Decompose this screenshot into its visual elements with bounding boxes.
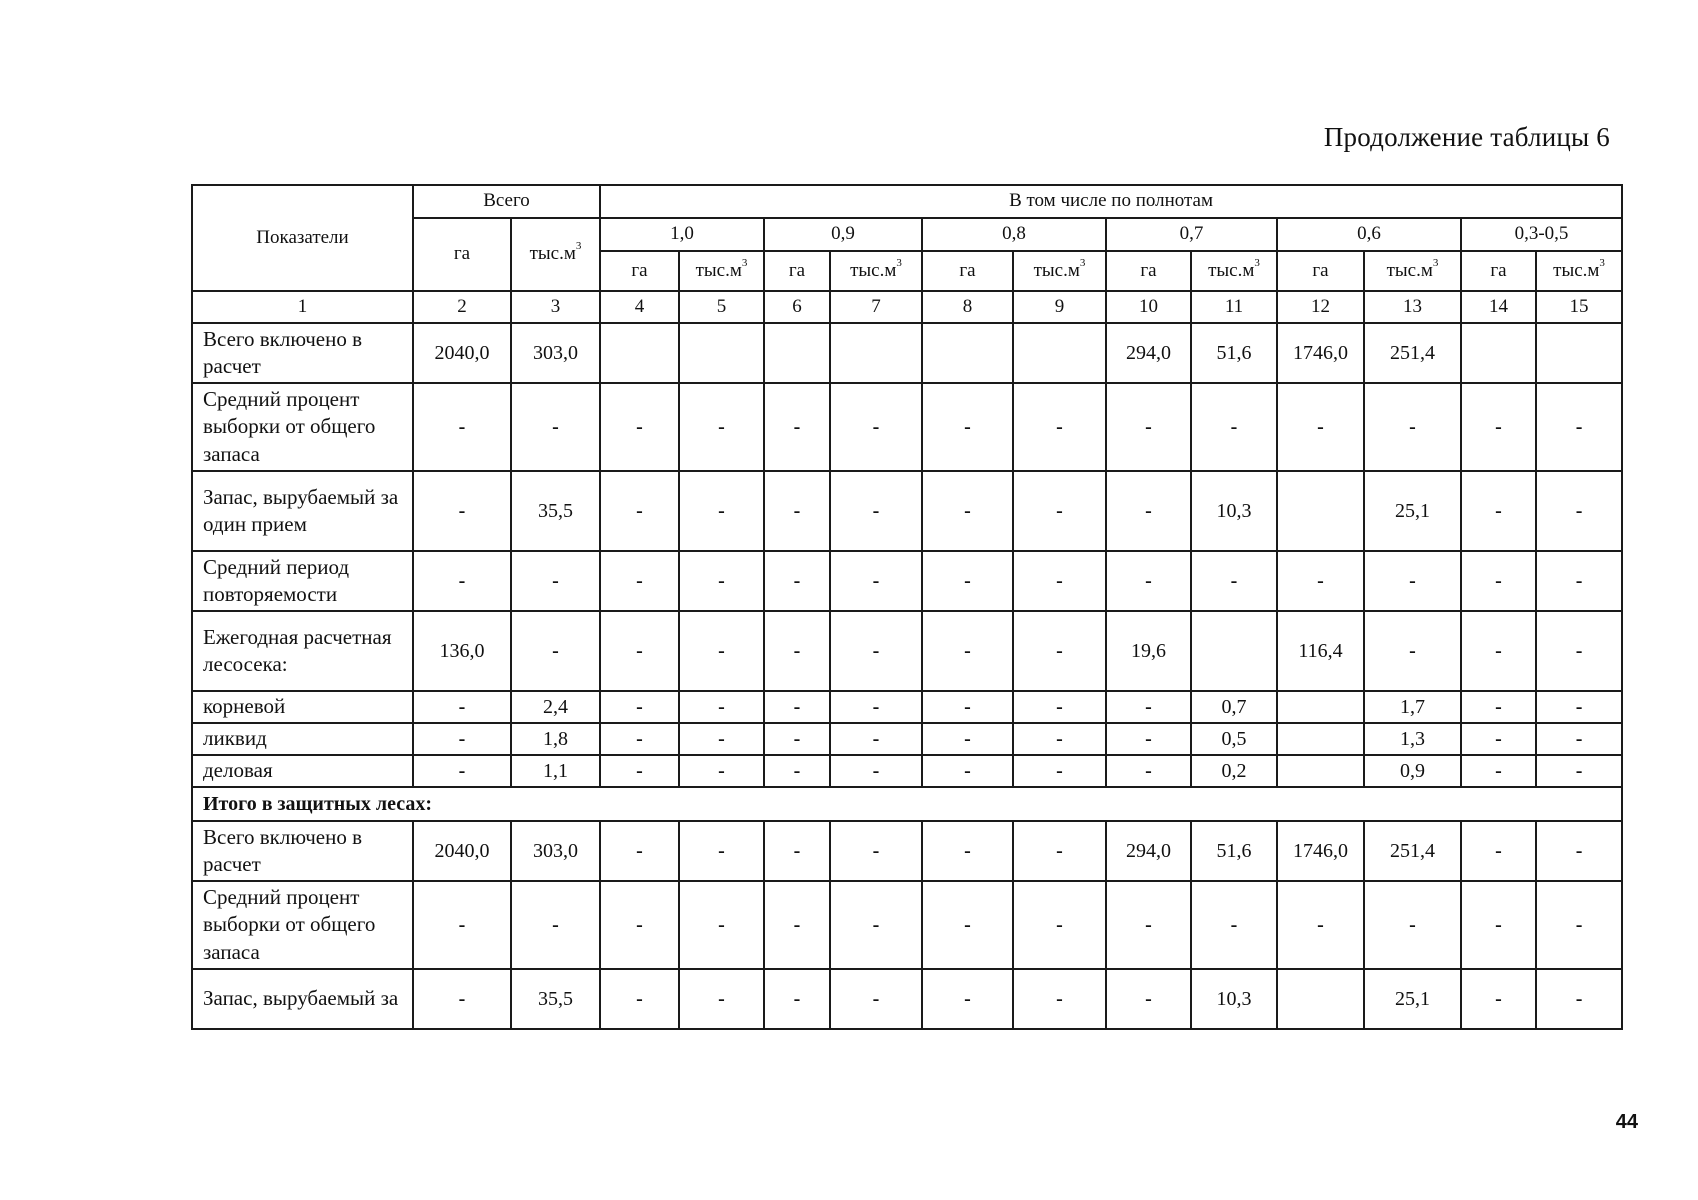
table-cell: - <box>413 691 511 723</box>
table-cell <box>600 323 679 383</box>
table-cell: - <box>1106 881 1191 969</box>
header-unit-ha: га <box>764 251 830 291</box>
table-cell: - <box>1536 821 1622 881</box>
header-unit-ha: га <box>1277 251 1364 291</box>
row-label: деловая <box>192 755 413 787</box>
table-cell: - <box>600 691 679 723</box>
table-cell: 294,0 <box>1106 821 1191 881</box>
table-cell: 1,3 <box>1364 723 1461 755</box>
table-cell: - <box>413 755 511 787</box>
row-label: Средний процент выборки от общего запаса <box>192 383 413 471</box>
table-cell: - <box>1106 551 1191 611</box>
table-cell: 0,9 <box>1364 755 1461 787</box>
table-cell: - <box>413 723 511 755</box>
table-cell <box>1191 611 1277 691</box>
table-cell: - <box>1013 551 1106 611</box>
table-cell: - <box>764 551 830 611</box>
table-cell: 51,6 <box>1191 821 1277 881</box>
table-cell: - <box>922 821 1013 881</box>
table-cell: - <box>600 383 679 471</box>
header-total-volume: $тыс.м^3$ <box>511 218 600 291</box>
table-cell: 136,0 <box>413 611 511 691</box>
table-cell <box>1277 723 1364 755</box>
table-cell: - <box>830 611 922 691</box>
table-cell: 35,5 <box>511 471 600 551</box>
table-cell: - <box>922 881 1013 969</box>
table-cell: 294,0 <box>1106 323 1191 383</box>
page-number: 44 <box>1615 1111 1638 1133</box>
table-cell: 1,7 <box>1364 691 1461 723</box>
table-row <box>192 323 1622 383</box>
header-density: 0,9 <box>764 218 922 251</box>
table-cell: - <box>1536 881 1622 969</box>
table-cell: - <box>1461 969 1536 1029</box>
table-cell: - <box>1536 723 1622 755</box>
table-cell: - <box>830 723 922 755</box>
column-number: 14 <box>1461 291 1536 323</box>
table-cell <box>830 323 922 383</box>
table-cell: 1,8 <box>511 723 600 755</box>
header-unit-ha: га <box>1106 251 1191 291</box>
table-cell: - <box>1277 383 1364 471</box>
table-cell: - <box>1013 821 1106 881</box>
header-unit-ha: га <box>1461 251 1536 291</box>
table-cell: 19,6 <box>1106 611 1191 691</box>
row-label: Запас, вырубаемый за один прием <box>192 471 413 551</box>
table-cell: - <box>1461 755 1536 787</box>
column-number: 10 <box>1106 291 1191 323</box>
row-label: корневой <box>192 691 413 723</box>
table-cell: - <box>1277 551 1364 611</box>
table-cell: - <box>1106 755 1191 787</box>
table-cell: 2040,0 <box>413 821 511 881</box>
table-row <box>192 821 1622 881</box>
table-cell: - <box>1364 383 1461 471</box>
header-unit-volume: $тыс.м^3$ <box>830 251 922 291</box>
table-cell: - <box>922 383 1013 471</box>
table-cell: - <box>764 881 830 969</box>
table-cell: - <box>1536 551 1622 611</box>
table-cell: - <box>1536 471 1622 551</box>
table-cell: - <box>1106 383 1191 471</box>
table-cell: 116,4 <box>1277 611 1364 691</box>
table-cell: - <box>1536 969 1622 1029</box>
table-cell: 251,4 <box>1364 821 1461 881</box>
table-cell: - <box>764 723 830 755</box>
table-cell: 303,0 <box>511 821 600 881</box>
table-cell: - <box>679 611 764 691</box>
table-cell: 251,4 <box>1364 323 1461 383</box>
table-cell: - <box>1536 611 1622 691</box>
header-unit-volume: $тыс.м^3$ <box>679 251 764 291</box>
table-cell: - <box>922 755 1013 787</box>
table-cell: - <box>511 551 600 611</box>
table-cell <box>922 323 1013 383</box>
table-cell: - <box>1013 471 1106 551</box>
table-row <box>192 881 1622 969</box>
table-cell: - <box>922 611 1013 691</box>
row-label: Ежегодная расчетная лесосека: <box>192 611 413 691</box>
table-cell: - <box>600 881 679 969</box>
column-number: 1 <box>192 291 413 323</box>
table-cell: - <box>511 611 600 691</box>
header-unit-ha: га <box>922 251 1013 291</box>
column-number: 11 <box>1191 291 1277 323</box>
column-number: 7 <box>830 291 922 323</box>
row-label: Всего включено в расчет <box>192 323 413 383</box>
column-number: 15 <box>1536 291 1622 323</box>
table-cell: - <box>830 551 922 611</box>
row-label: Всего включено в расчет <box>192 821 413 881</box>
column-number: 2 <box>413 291 511 323</box>
column-number: 5 <box>679 291 764 323</box>
table-cell: - <box>413 551 511 611</box>
table-cell: - <box>679 755 764 787</box>
table-cell: - <box>679 691 764 723</box>
table-cell: 0,2 <box>1191 755 1277 787</box>
header-density: 1,0 <box>600 218 764 251</box>
header-total-ha: га <box>413 218 511 291</box>
table-cell: - <box>679 969 764 1029</box>
table-cell: - <box>600 755 679 787</box>
header-unit-volume: $тыс.м^3$ <box>1191 251 1277 291</box>
table-cell <box>679 323 764 383</box>
table-cell: - <box>511 881 600 969</box>
table-row <box>192 723 1622 755</box>
table-cell: - <box>600 821 679 881</box>
table-cell: - <box>1461 821 1536 881</box>
table-cell: 25,1 <box>1364 471 1461 551</box>
row-label: ликвид <box>192 723 413 755</box>
table-cell: - <box>1013 881 1106 969</box>
table-cell: - <box>1461 881 1536 969</box>
table-cell: 1746,0 <box>1277 821 1364 881</box>
table-cell <box>1013 323 1106 383</box>
table-cell: - <box>413 383 511 471</box>
table-row <box>192 471 1622 551</box>
table-cell <box>1536 323 1622 383</box>
section-heading-row <box>192 787 1622 821</box>
header-density: 0,7 <box>1106 218 1277 251</box>
table-cell: 0,5 <box>1191 723 1277 755</box>
table-cell: - <box>1191 551 1277 611</box>
table-cell: - <box>922 723 1013 755</box>
table-cell: - <box>1461 691 1536 723</box>
table-cell: - <box>600 611 679 691</box>
table-row <box>192 969 1622 1029</box>
table-cell: - <box>764 383 830 471</box>
table-cell: 2040,0 <box>413 323 511 383</box>
table-cell: - <box>1013 611 1106 691</box>
table-cell: - <box>1277 881 1364 969</box>
row-label: Средний период повторяемости <box>192 551 413 611</box>
table-cell: 303,0 <box>511 323 600 383</box>
column-number: 6 <box>764 291 830 323</box>
table-cell: - <box>679 881 764 969</box>
table-cell <box>1277 471 1364 551</box>
table-cell: 2,4 <box>511 691 600 723</box>
table-cell: - <box>1013 723 1106 755</box>
table-cell: - <box>764 969 830 1029</box>
table-cell <box>1277 755 1364 787</box>
table-cell: - <box>679 821 764 881</box>
table-row <box>192 755 1622 787</box>
table-cell: - <box>830 691 922 723</box>
table-cell: - <box>830 755 922 787</box>
table-cell: - <box>1013 383 1106 471</box>
table-cell <box>1277 969 1364 1029</box>
table-cell: - <box>679 723 764 755</box>
timber-harvest-table <box>191 184 1623 1030</box>
column-number: 13 <box>1364 291 1461 323</box>
table-cell: - <box>600 723 679 755</box>
header-indicator: Показатели <box>192 185 413 291</box>
table-cell: - <box>600 969 679 1029</box>
header-including-by-density: В том числе по полнотам <box>600 185 1622 218</box>
table-cell: - <box>764 821 830 881</box>
table-row <box>192 611 1622 691</box>
table-cell: - <box>413 969 511 1029</box>
table-cell <box>1277 691 1364 723</box>
table-cell: - <box>830 821 922 881</box>
row-label: Запас, вырубаемый за <box>192 969 413 1029</box>
table-cell: - <box>1461 723 1536 755</box>
header-total: Всего <box>413 185 600 218</box>
table-cell: - <box>1364 881 1461 969</box>
table-cell: - <box>1191 881 1277 969</box>
table-cell: - <box>830 881 922 969</box>
table-cell: - <box>922 471 1013 551</box>
section-title: Итого в защитных лесах: <box>192 787 1622 821</box>
table-cell: - <box>1536 755 1622 787</box>
table-cell: - <box>1461 471 1536 551</box>
table-cell: - <box>830 383 922 471</box>
table-cell: - <box>764 755 830 787</box>
table-cell: - <box>1191 383 1277 471</box>
header-unit-volume: $тыс.м^3$ <box>1364 251 1461 291</box>
table-cell: - <box>1364 551 1461 611</box>
table-cell: - <box>922 969 1013 1029</box>
table-cell: - <box>922 691 1013 723</box>
table-cell: 0,7 <box>1191 691 1277 723</box>
table-caption: Продолжение таблицы 6 <box>1323 122 1610 152</box>
table-cell: - <box>1461 383 1536 471</box>
table-cell: 10,3 <box>1191 471 1277 551</box>
header-density: 0,3-0,5 <box>1461 218 1622 251</box>
table-cell: - <box>1106 723 1191 755</box>
table-row <box>192 691 1622 723</box>
column-numbers-row <box>192 291 1622 323</box>
column-number: 8 <box>922 291 1013 323</box>
table-cell: - <box>1013 969 1106 1029</box>
table-cell: - <box>764 611 830 691</box>
table-cell: - <box>679 551 764 611</box>
header-density: 0,6 <box>1277 218 1461 251</box>
table-cell: - <box>1536 383 1622 471</box>
table-cell: 10,3 <box>1191 969 1277 1029</box>
table-cell: - <box>1013 755 1106 787</box>
table-cell: - <box>1364 611 1461 691</box>
header-unit-volume: $тыс.м^3$ <box>1013 251 1106 291</box>
table-cell: - <box>679 383 764 471</box>
table-cell: 1746,0 <box>1277 323 1364 383</box>
table-cell: - <box>600 471 679 551</box>
table-cell: - <box>922 551 1013 611</box>
table-cell: - <box>511 383 600 471</box>
table-cell: - <box>764 691 830 723</box>
table-cell: - <box>1106 691 1191 723</box>
header-unit-volume: $тыс.м^3$ <box>1536 251 1622 291</box>
table-cell: - <box>413 471 511 551</box>
table-row <box>192 551 1622 611</box>
table-cell: 1,1 <box>511 755 600 787</box>
header-density: 0,8 <box>922 218 1106 251</box>
table-cell: 35,5 <box>511 969 600 1029</box>
row-label: Средний процент выборки от общего запаса <box>192 881 413 969</box>
table-cell: 51,6 <box>1191 323 1277 383</box>
table-cell <box>764 323 830 383</box>
header-unit-ha: га <box>600 251 679 291</box>
table-cell: 25,1 <box>1364 969 1461 1029</box>
table-cell: - <box>1013 691 1106 723</box>
table-cell: - <box>1461 611 1536 691</box>
table-cell: - <box>600 551 679 611</box>
column-number: 4 <box>600 291 679 323</box>
table-row <box>192 383 1622 471</box>
table-cell <box>1461 323 1536 383</box>
table-cell: - <box>1106 471 1191 551</box>
column-number: 12 <box>1277 291 1364 323</box>
column-number: 9 <box>1013 291 1106 323</box>
table-cell: - <box>679 471 764 551</box>
table-cell: - <box>764 471 830 551</box>
table-cell: - <box>413 881 511 969</box>
table-cell: - <box>830 471 922 551</box>
table-cell: - <box>1461 551 1536 611</box>
table-cell: - <box>830 969 922 1029</box>
table-cell: - <box>1106 969 1191 1029</box>
column-number: 3 <box>511 291 600 323</box>
table-cell: - <box>1536 691 1622 723</box>
